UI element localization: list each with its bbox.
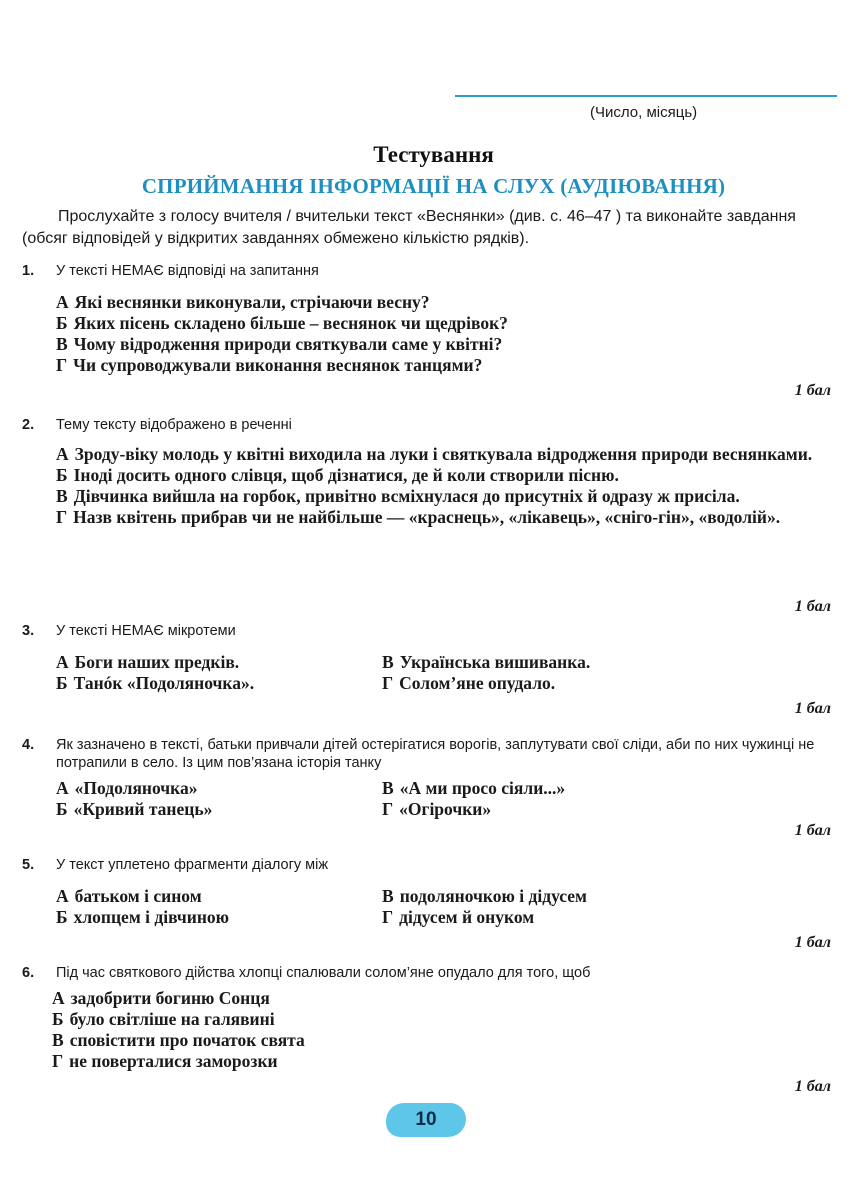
option-h[interactable]: Г Чи супроводжували виконання веснянок танцями?: [56, 355, 483, 375]
option-v[interactable]: В Дівчинка вийшла на горбок, привітно всміхнулася до присутніх й одразу ж присіла.: [56, 486, 740, 506]
score-2: 1 бал: [794, 598, 831, 615]
score-1: 1 бал: [794, 382, 831, 399]
option-a[interactable]: А Які веснянки виконували, стрічаючи весну?: [56, 292, 430, 312]
question-number: 6.: [22, 965, 35, 981]
option-h[interactable]: Г не поверталися заморозки: [52, 1051, 278, 1071]
option-a[interactable]: А батьком і сином: [56, 886, 202, 906]
option-b[interactable]: Б було світліше на галявині: [52, 1009, 275, 1029]
question-number: 4.: [22, 737, 35, 753]
page-title: Тестування: [373, 142, 494, 167]
question-4: [22, 736, 837, 820]
option-b[interactable]: Б «Кривий танець»: [56, 799, 213, 819]
option-b[interactable]: Б хлопцем і дівчиною: [56, 907, 230, 927]
question-number: 2.: [22, 417, 35, 433]
question-number: 3.: [22, 623, 35, 639]
option-a[interactable]: А Боги наших предків.: [56, 652, 240, 672]
question-stem: Як зазначено в тексті, батьки привчали дітей остерігатися ворогів, заплутувати свої сліди, аби по них чужинці не потрапили в село. Із цим пов’язана історія танку: [56, 737, 815, 771]
option-b[interactable]: Б Яких пісень складено більше – веснянок чи щедрівок?: [56, 313, 508, 333]
question-stem: У тексті НЕМАЄ відповіді на запитання: [56, 263, 319, 279]
question-stem: Під час святкового дійства хлопці спалювали солом’яне опудало для того, щоб: [56, 965, 591, 981]
question-1: [22, 262, 837, 376]
option-a[interactable]: А задобрити богиню Сонця: [52, 988, 270, 1008]
option-h[interactable]: Г Солом’яне опудало.: [382, 673, 556, 693]
question-2: [22, 416, 837, 528]
question-3: [22, 622, 837, 694]
option-h[interactable]: Г Назв квітень прибрав чи не найбільше — «краснець», «лікавець», «сніго-гін», «водолій».: [56, 507, 781, 527]
question-6: [22, 964, 837, 1072]
option-a[interactable]: А «Подоляночка»: [56, 778, 198, 798]
score-6: 1 бал: [794, 1078, 831, 1095]
option-h[interactable]: Г «Огірочки»: [382, 799, 492, 819]
page-number: 10: [386, 1103, 466, 1137]
option-a[interactable]: А Зроду-віку молодь у квітні виходила на луки і святкувала відродження природи веснянками.: [56, 444, 813, 464]
score-4: 1 бал: [794, 822, 831, 839]
intro-paragraph: Прослухайте з голосу вчителя / вчительки текст «Веснянки» (див. с. 46–47 ) та виконайте завдання (обсяг відповідей у відкритих завданнях обмежено кількістю рядків).: [22, 208, 796, 247]
question-stem: У тексті НЕМАЄ мікротеми: [56, 623, 236, 639]
option-v[interactable]: В Чому відродження природи святкували саме у квітні?: [56, 334, 503, 354]
option-v[interactable]: В сповістити про початок свята: [52, 1030, 305, 1050]
option-h[interactable]: Г дідусем й онуком: [382, 907, 535, 927]
question-stem: У текст уплетено фрагменти діалогу між: [56, 857, 329, 873]
date-line: [455, 95, 837, 97]
question-5: [22, 856, 837, 928]
score-5: 1 бал: [794, 934, 831, 951]
option-b[interactable]: Б Іноді досить одного слівця, щоб дізнатися, де й коли створили пісню.: [56, 465, 619, 485]
date-caption: (Число, місяць): [590, 104, 698, 121]
question-stem: Тему тексту відображено в реченні: [56, 417, 292, 433]
score-3: 1 бал: [794, 700, 831, 717]
option-b[interactable]: Б Танóк «Подоляночка».: [56, 673, 255, 693]
question-number: 1.: [22, 263, 35, 279]
option-v[interactable]: В подоляночкою і дідусем: [382, 886, 587, 906]
option-v[interactable]: В Українська вишиванка.: [382, 652, 591, 672]
page-subtitle: СПРИЙМАННЯ ІНФОРМАЦІЇ НА СЛУХ (АУДІЮВАННЯ): [141, 174, 726, 198]
question-number: 5.: [22, 857, 35, 873]
option-v[interactable]: В «А ми просо сіяли...»: [382, 778, 566, 798]
